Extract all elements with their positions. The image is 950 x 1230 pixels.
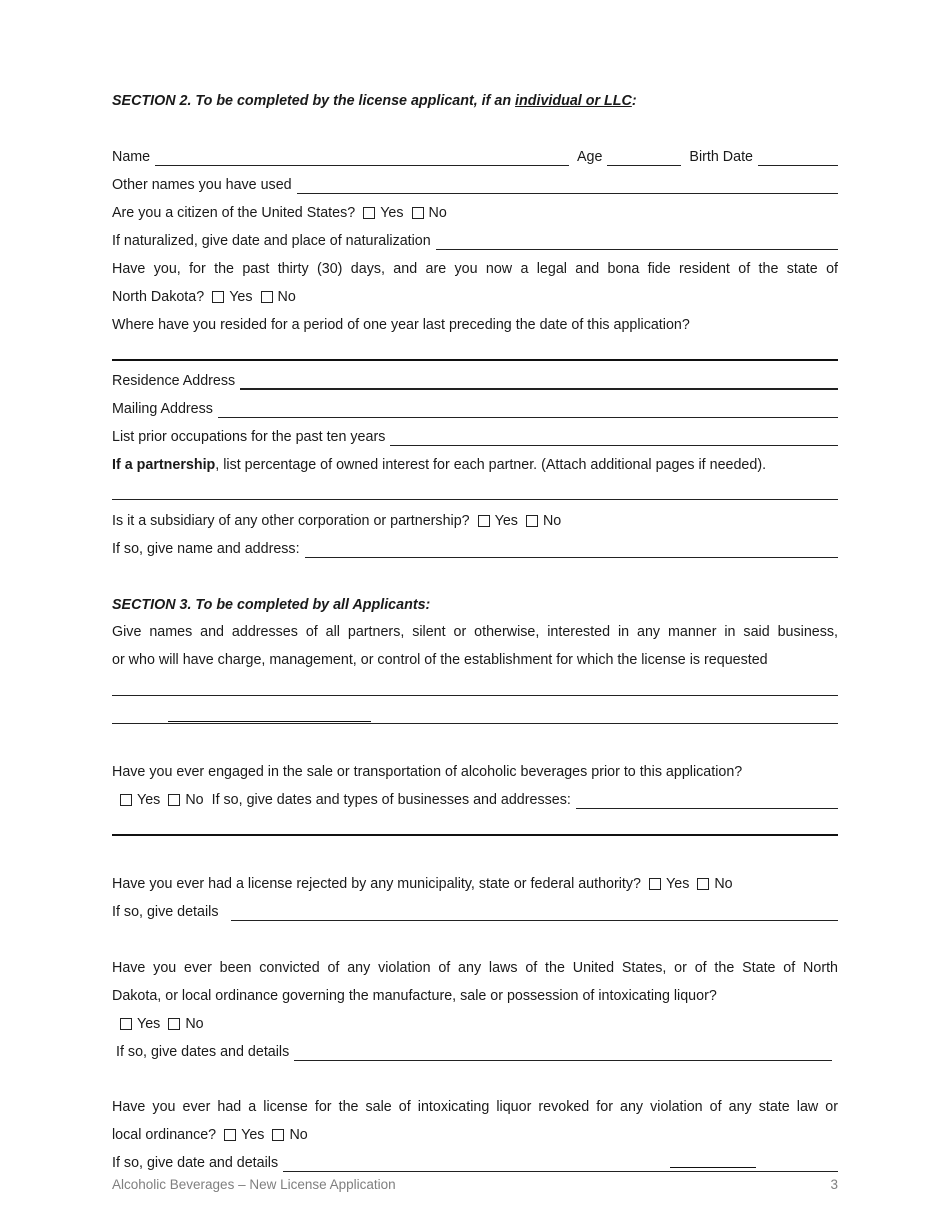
engaged-question: Have you ever engaged in the sale or transportation of alcoholic beverages prior to this application? bbox=[112, 764, 743, 780]
subsidiary-details-field[interactable] bbox=[305, 542, 838, 558]
resided-answer-field[interactable] bbox=[112, 359, 838, 361]
prior-occupations-label: List prior occupations for the past ten years bbox=[112, 429, 386, 445]
partnership-row bbox=[112, 454, 838, 474]
convicted-answer-row bbox=[112, 1013, 838, 1033]
residence-address-label: Residence Address bbox=[112, 373, 236, 389]
checkbox-icon bbox=[212, 291, 224, 303]
partners-answer-field-2[interactable] bbox=[112, 723, 838, 724]
name-row bbox=[112, 146, 838, 166]
prior-occupations-row bbox=[112, 426, 838, 446]
engaged-no-checkbox[interactable]: No bbox=[168, 791, 203, 809]
subsidiary-details-row bbox=[112, 538, 838, 558]
prior-occupations-field[interactable] bbox=[390, 430, 838, 446]
revoked-question-line-2: local ordinance? Yes No bbox=[112, 1127, 308, 1143]
resident-question-line-2: North Dakota? Yes No bbox=[112, 289, 296, 305]
engaged-details-field[interactable] bbox=[576, 793, 838, 809]
engaged-question-row bbox=[112, 761, 838, 781]
rejected-details-row bbox=[112, 901, 838, 921]
resident-question-line-1: Have you, for the past thirty (30) days, and are you now a legal and bona fide resident of the state of bbox=[112, 261, 838, 277]
other-names-label: Other names you have used bbox=[112, 177, 292, 193]
checkbox-icon bbox=[649, 878, 661, 890]
section-2-heading bbox=[112, 90, 838, 110]
convicted-question-line-1: Have you ever been convicted of any violation of any laws of the United States, or of the State of North bbox=[112, 960, 838, 976]
subsidiary-row bbox=[112, 510, 838, 530]
rejected-question-row bbox=[112, 873, 838, 893]
other-names-row bbox=[112, 174, 838, 194]
rejected-details-label: If so, give details bbox=[112, 904, 219, 920]
naturalized-field[interactable] bbox=[436, 234, 838, 250]
subsidiary-details-label: If so, give name and address: bbox=[112, 541, 300, 557]
revoked-details-field[interactable] bbox=[283, 1156, 838, 1172]
checkbox-icon bbox=[168, 1018, 180, 1030]
convicted-no-checkbox[interactable]: No bbox=[168, 1015, 203, 1033]
engaged-yes-checkbox[interactable]: Yes bbox=[120, 791, 160, 809]
naturalized-label: If naturalized, give date and place of naturalization bbox=[112, 233, 431, 249]
resided-question-row bbox=[112, 314, 838, 334]
engaged-answer-row bbox=[112, 789, 838, 809]
subsidiary-question: Is it a subsidiary of any other corporation or partnership? bbox=[112, 513, 470, 529]
residence-address-row bbox=[112, 370, 838, 390]
checkbox-icon bbox=[697, 878, 709, 890]
footer-title: Alcoholic Beverages – New License Application bbox=[112, 1177, 396, 1192]
rejected-no-checkbox[interactable]: No bbox=[697, 875, 732, 893]
partners-question-line-2: or who will have charge, management, or control of the establishment for which the license is requested bbox=[112, 652, 768, 668]
mailing-address-label: Mailing Address bbox=[112, 401, 213, 417]
convicted-question-line-2: Dakota, or local ordinance governing the manufacture, sale or possession of intoxicating liquor? bbox=[112, 988, 717, 1004]
checkbox-icon bbox=[168, 794, 180, 806]
partnership-answer-field[interactable] bbox=[112, 499, 838, 500]
age-label: Age bbox=[576, 149, 603, 165]
section-2-heading-text: SECTION 2. To be completed by the license applicant, if an individual or LLC: bbox=[112, 93, 637, 109]
resided-question: Where have you resided for a period of one year last preceding the date of this application? bbox=[112, 317, 690, 333]
checkbox-icon bbox=[120, 1018, 132, 1030]
convicted-details-label: If so, give dates and details bbox=[116, 1044, 290, 1060]
checkbox-icon bbox=[363, 207, 375, 219]
citizen-question: Are you a citizen of the United States? bbox=[112, 205, 356, 221]
other-names-field[interactable] bbox=[297, 178, 838, 194]
resident-no-checkbox[interactable]: No bbox=[261, 288, 296, 306]
citizen-yes-checkbox[interactable]: Yes bbox=[363, 204, 403, 222]
revoked-details-label: If so, give date and details bbox=[112, 1155, 279, 1171]
convicted-yes-checkbox[interactable]: Yes bbox=[120, 1015, 160, 1033]
checkbox-icon bbox=[120, 794, 132, 806]
partnership-label: If a partnership, list percentage of owned interest for each partner. (Attach additional pages if needed). bbox=[112, 457, 767, 473]
residence-address-field[interactable] bbox=[240, 373, 838, 390]
citizen-no-checkbox[interactable]: No bbox=[412, 204, 447, 222]
name-label: Name bbox=[112, 149, 151, 165]
checkbox-icon bbox=[224, 1129, 236, 1141]
page-footer bbox=[112, 1177, 838, 1195]
revoked-details-row bbox=[112, 1152, 838, 1172]
convicted-details-field[interactable] bbox=[294, 1045, 832, 1061]
citizen-row bbox=[112, 202, 838, 222]
checkbox-icon bbox=[478, 515, 490, 527]
mailing-address-row bbox=[112, 398, 838, 418]
convicted-details-row bbox=[116, 1041, 832, 1061]
rejected-question: Have you ever had a license rejected by any municipality, state or federal authority? bbox=[112, 876, 642, 892]
mailing-address-field[interactable] bbox=[218, 402, 838, 418]
age-field[interactable] bbox=[607, 150, 681, 166]
revoked-question-line-1: Have you ever had a license for the sale of intoxicating liquor revoked for any violation of any state law or bbox=[112, 1099, 838, 1115]
birth-date-label: Birth Date bbox=[689, 149, 753, 165]
checkbox-icon bbox=[412, 207, 424, 219]
subsidiary-no-checkbox[interactable]: No bbox=[526, 512, 561, 530]
revoked-details-underline bbox=[670, 1167, 756, 1168]
rejected-details-field[interactable] bbox=[231, 905, 839, 921]
resident-yes-checkbox[interactable]: Yes bbox=[212, 288, 252, 306]
naturalized-row bbox=[112, 230, 838, 250]
page-number: 3 bbox=[830, 1177, 838, 1192]
revoked-no-checkbox[interactable]: No bbox=[272, 1126, 307, 1144]
section-3-heading: SECTION 3. To be completed by all Applicants: bbox=[112, 597, 431, 613]
engaged-details-label: If so, give dates and types of businesses and addresses: bbox=[211, 792, 571, 808]
name-field[interactable] bbox=[155, 150, 569, 166]
checkbox-icon bbox=[272, 1129, 284, 1141]
checkbox-icon bbox=[261, 291, 273, 303]
partners-answer-field-1[interactable] bbox=[112, 695, 838, 696]
subsidiary-yes-checkbox[interactable]: Yes bbox=[478, 512, 518, 530]
checkbox-icon bbox=[526, 515, 538, 527]
partners-question-line-1: Give names and addresses of all partners, silent or otherwise, interested in any manner in said business, bbox=[112, 624, 838, 640]
revoked-yes-checkbox[interactable]: Yes bbox=[224, 1126, 264, 1144]
engaged-details-field-2[interactable] bbox=[112, 834, 838, 836]
partners-answer-underline bbox=[168, 721, 371, 722]
birth-date-field[interactable] bbox=[758, 150, 838, 166]
rejected-yes-checkbox[interactable]: Yes bbox=[649, 875, 689, 893]
